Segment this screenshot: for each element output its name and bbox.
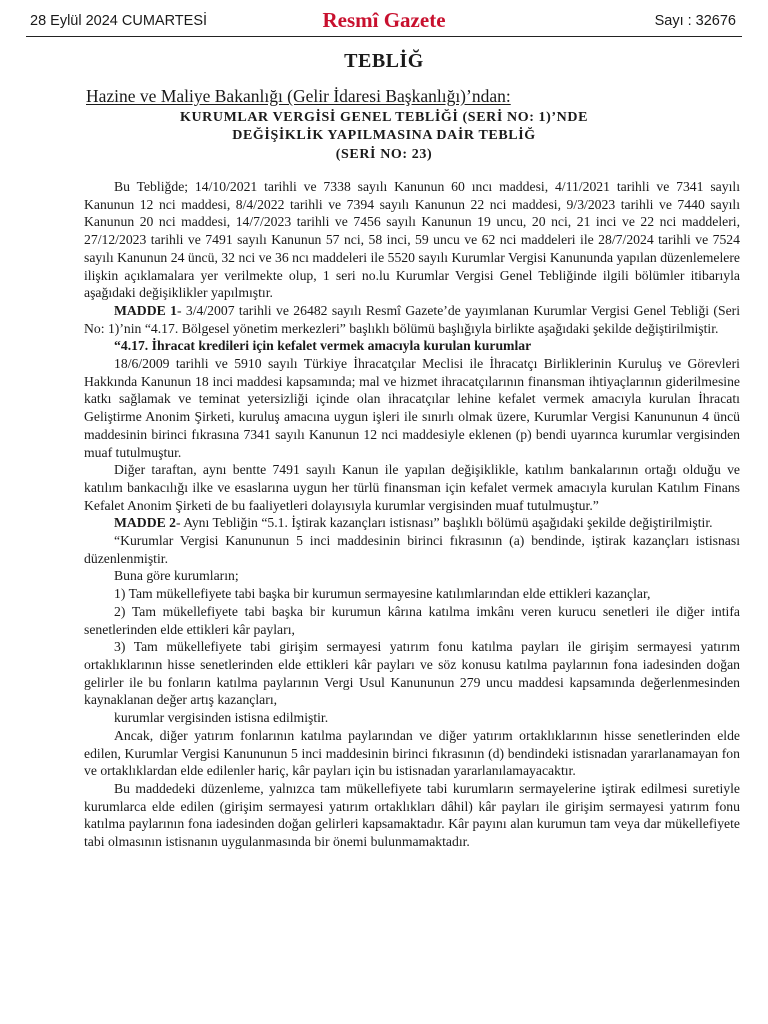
quote-paragraph-2: Buna göre kurumların; bbox=[114, 568, 239, 584]
madde-2-label: MADDE 2 bbox=[114, 515, 176, 531]
madde-1-paragraph bbox=[84, 302, 740, 337]
issuing-authority: Hazine ve Maliye Bakanlığı (Gelir İdaresi Başkanlığı)’ndan: bbox=[86, 86, 511, 106]
final-paragraph: Bu maddedeki düzenleme, yalnızca tam mükellefiyete tabi kurumların sermayelerine iştirak edilmesi suretiyle kurumlarca elde edilen (girişim sermayesi yatırım ortaklıkları dâhil) kâr payları ile girişim sermayesi yatırım fonu katılma paylarının fona iadesinden doğan gelirleri kapsamaktadır. Kâr payını alan kurumun tam veya dar mükellefiyete tabi olmasının istisnanın uygulanmasında bir önemi bulunmamaktadır. bbox=[84, 780, 740, 850]
list-conclusion: kurumlar vergisinden istisna edilmiştir. bbox=[114, 710, 329, 726]
intro-paragraph: Bu Tebliğde; 14/10/2021 tarihli ve 7338 sayılı Kanunun 60 ıncı maddesi, 4/11/2021 tarihli ve 7341 sayılı Kanunun 12 nci maddesi, 8/4/2022 tarihli ve 7394 sayılı Kanunun 22 nci maddesi, 9/3/2023 tarihli ve 7440 sayılı Kanunun 20 nci maddesi, 14/7/2023 tarihli ve 7456 sayılı Kanunun 19 uncu, 20 nci, 21 inci ve 22 nci maddeleri, 27/12/2023 tarihli ve 7491 sayılı Kanunun 57 nci, 58 inci, 59 uncu ve 62 nci maddeleri ile 28/7/2024 tarihli ve 7524 sayılı Kanunun 24 üncü, 32 nci ve 36 ncı maddeleri ile 5520 sayılı Kurumlar Vergisi Kanununda yapılan düzenlemelere ilişkin açıklamalara yer verilmekte olup, 1 seri no.lu Kurumlar Vergisi Genel Tebliğinde ilgili bölümler itibarıyla aşağıdaki değişiklikler yapılmıştır. bbox=[84, 179, 740, 301]
document-type: TEBLİĞ bbox=[344, 50, 424, 72]
quote-paragraph-1: “Kurumlar Vergisi Kanununun 5 inci maddesinin birinci fıkrasının (a) bendinde, iştirak kazançları istisnası düzenlenmiştir. bbox=[84, 533, 740, 566]
section-4-17-paragraph-2: Diğer taraftan, aynı bentte 7491 sayılı Kanun ile yapılan değişiklikle, katılım bankalarının ortağı olduğu ve katılım bankacılığı ilke ve esaslarına uygun her türlü finansman için kefalet vermek amacıyla kurulan Katılım Finans Kefalet Anonim Şirketi de bu faaliyetleri dolayısıyla kurumlar vergisinden muaf tutulmuştur.” bbox=[84, 462, 740, 513]
document-heading-line-3: (SERİ NO: 23) bbox=[335, 147, 433, 162]
list-item-1: 1) Tam mükellefiyete tabi başka bir kurumun sermayesine katılımlarından elde ettikleri kazançlar, bbox=[114, 586, 651, 602]
publication-date: 28 Eylül 2024 CUMARTESİ bbox=[30, 13, 208, 29]
document-heading-line-2: DEĞİŞİKLİK YAPILMASINA DAİR TEBLİĞ bbox=[232, 128, 536, 143]
list-item-3: 3) Tam mükellefiyete tabi girişim sermayesi yatırım fonu katılma payları ile girişim sermayesi yatırım ortaklıklarının hisse senetlerinden elde ettikleri kâr payları ve söz konusu katılma paylarının fona iadesinden doğan gelirler ile bu fonların katılma paylarının Vergi Usul Kanununun 279 uncu maddesi kapsamında değerlenmesinden kaynaklanan değer artış kazançları, bbox=[84, 639, 740, 708]
header-divider bbox=[26, 36, 742, 37]
madde-1-label: MADDE 1 bbox=[114, 302, 177, 318]
ancak-paragraph: Ancak, diğer yatırım fonlarının katılma paylarından ve diğer yatırım ortaklıklarının hisse senetlerinden elde edilen, Kurumlar Vergisi Kanununun 5 inci maddesinin birinci fıkrasının (d) bendindeki istisnadan yararlanamayan fon ve ortaklıklardan elde edilenler hariç, kâr payları için bu istisnadan yararlanılamayacaktır. bbox=[84, 727, 740, 779]
madde-1-text: - 3/4/2007 tarihli ve 26482 sayılı Resmî Gazete’de yayımlanan Kurumlar Vergisi Genel Tebliği (Seri No: 1)’nin “4.17. Bölgesel yönetim merkezleri” başlıklı bölümü başlığıyla birlikte aşağıdaki şekilde değiştirilmiştir. bbox=[84, 302, 740, 336]
document-body bbox=[84, 178, 740, 851]
section-4-17-paragraph-1: 18/6/2009 tarihli ve 5910 sayılı Türkiye İhracatçılar Meclisi ile İhracatçı Birliklerinin Kuruluş ve Görevleri Hakkında Kanunun 18 inci maddesi kapsamında; mal ve hizmet ihracatçılarının finansman ihtiyaçlarının giderilmesine katkı sağlamak ve teminat yetersizliği içinde olan ihracatçılar lehine kefalet vermek amacıyla kurulan İhracatı Geliştirme Anonim Şirketi, kuruluş amacına uygun işleri ile sınırlı olmak üzere, Kurumlar Vergisi Kanununun 4 üncü maddesinin birinci fıkrasına 7341 sayılı Kanunun 12 nci maddesiyle eklenen (p) bendi uyarınca kurumlar vergisinden muaf tutulmuştur. bbox=[84, 356, 740, 460]
gazette-title: Resmî Gazete bbox=[322, 8, 446, 32]
document-heading-line-1: KURUMLAR VERGİSİ GENEL TEBLİĞİ (SERİ NO: 1)’NDE bbox=[179, 110, 589, 125]
madde-2-paragraph bbox=[84, 514, 740, 532]
madde-2-text: - Aynı Tebliğin “5.1. İştirak kazançları istisnası” başlıklı bölümü aşağıdaki şekilde değiştirilmiştir. bbox=[175, 515, 713, 531]
list-item-2: 2) Tam mükellefiyete tabi başka bir kurumun kârına katılma imkânı veren kurucu senetleri ile diğer intifa senetlerinden elde ettikleri kâr payları, bbox=[84, 603, 740, 637]
section-4-17-title: “4.17. İhracat kredileri için kefalet vermek amacıyla kurulan kurumlar bbox=[114, 338, 532, 354]
issue-number: Sayı : 32676 bbox=[654, 13, 736, 29]
